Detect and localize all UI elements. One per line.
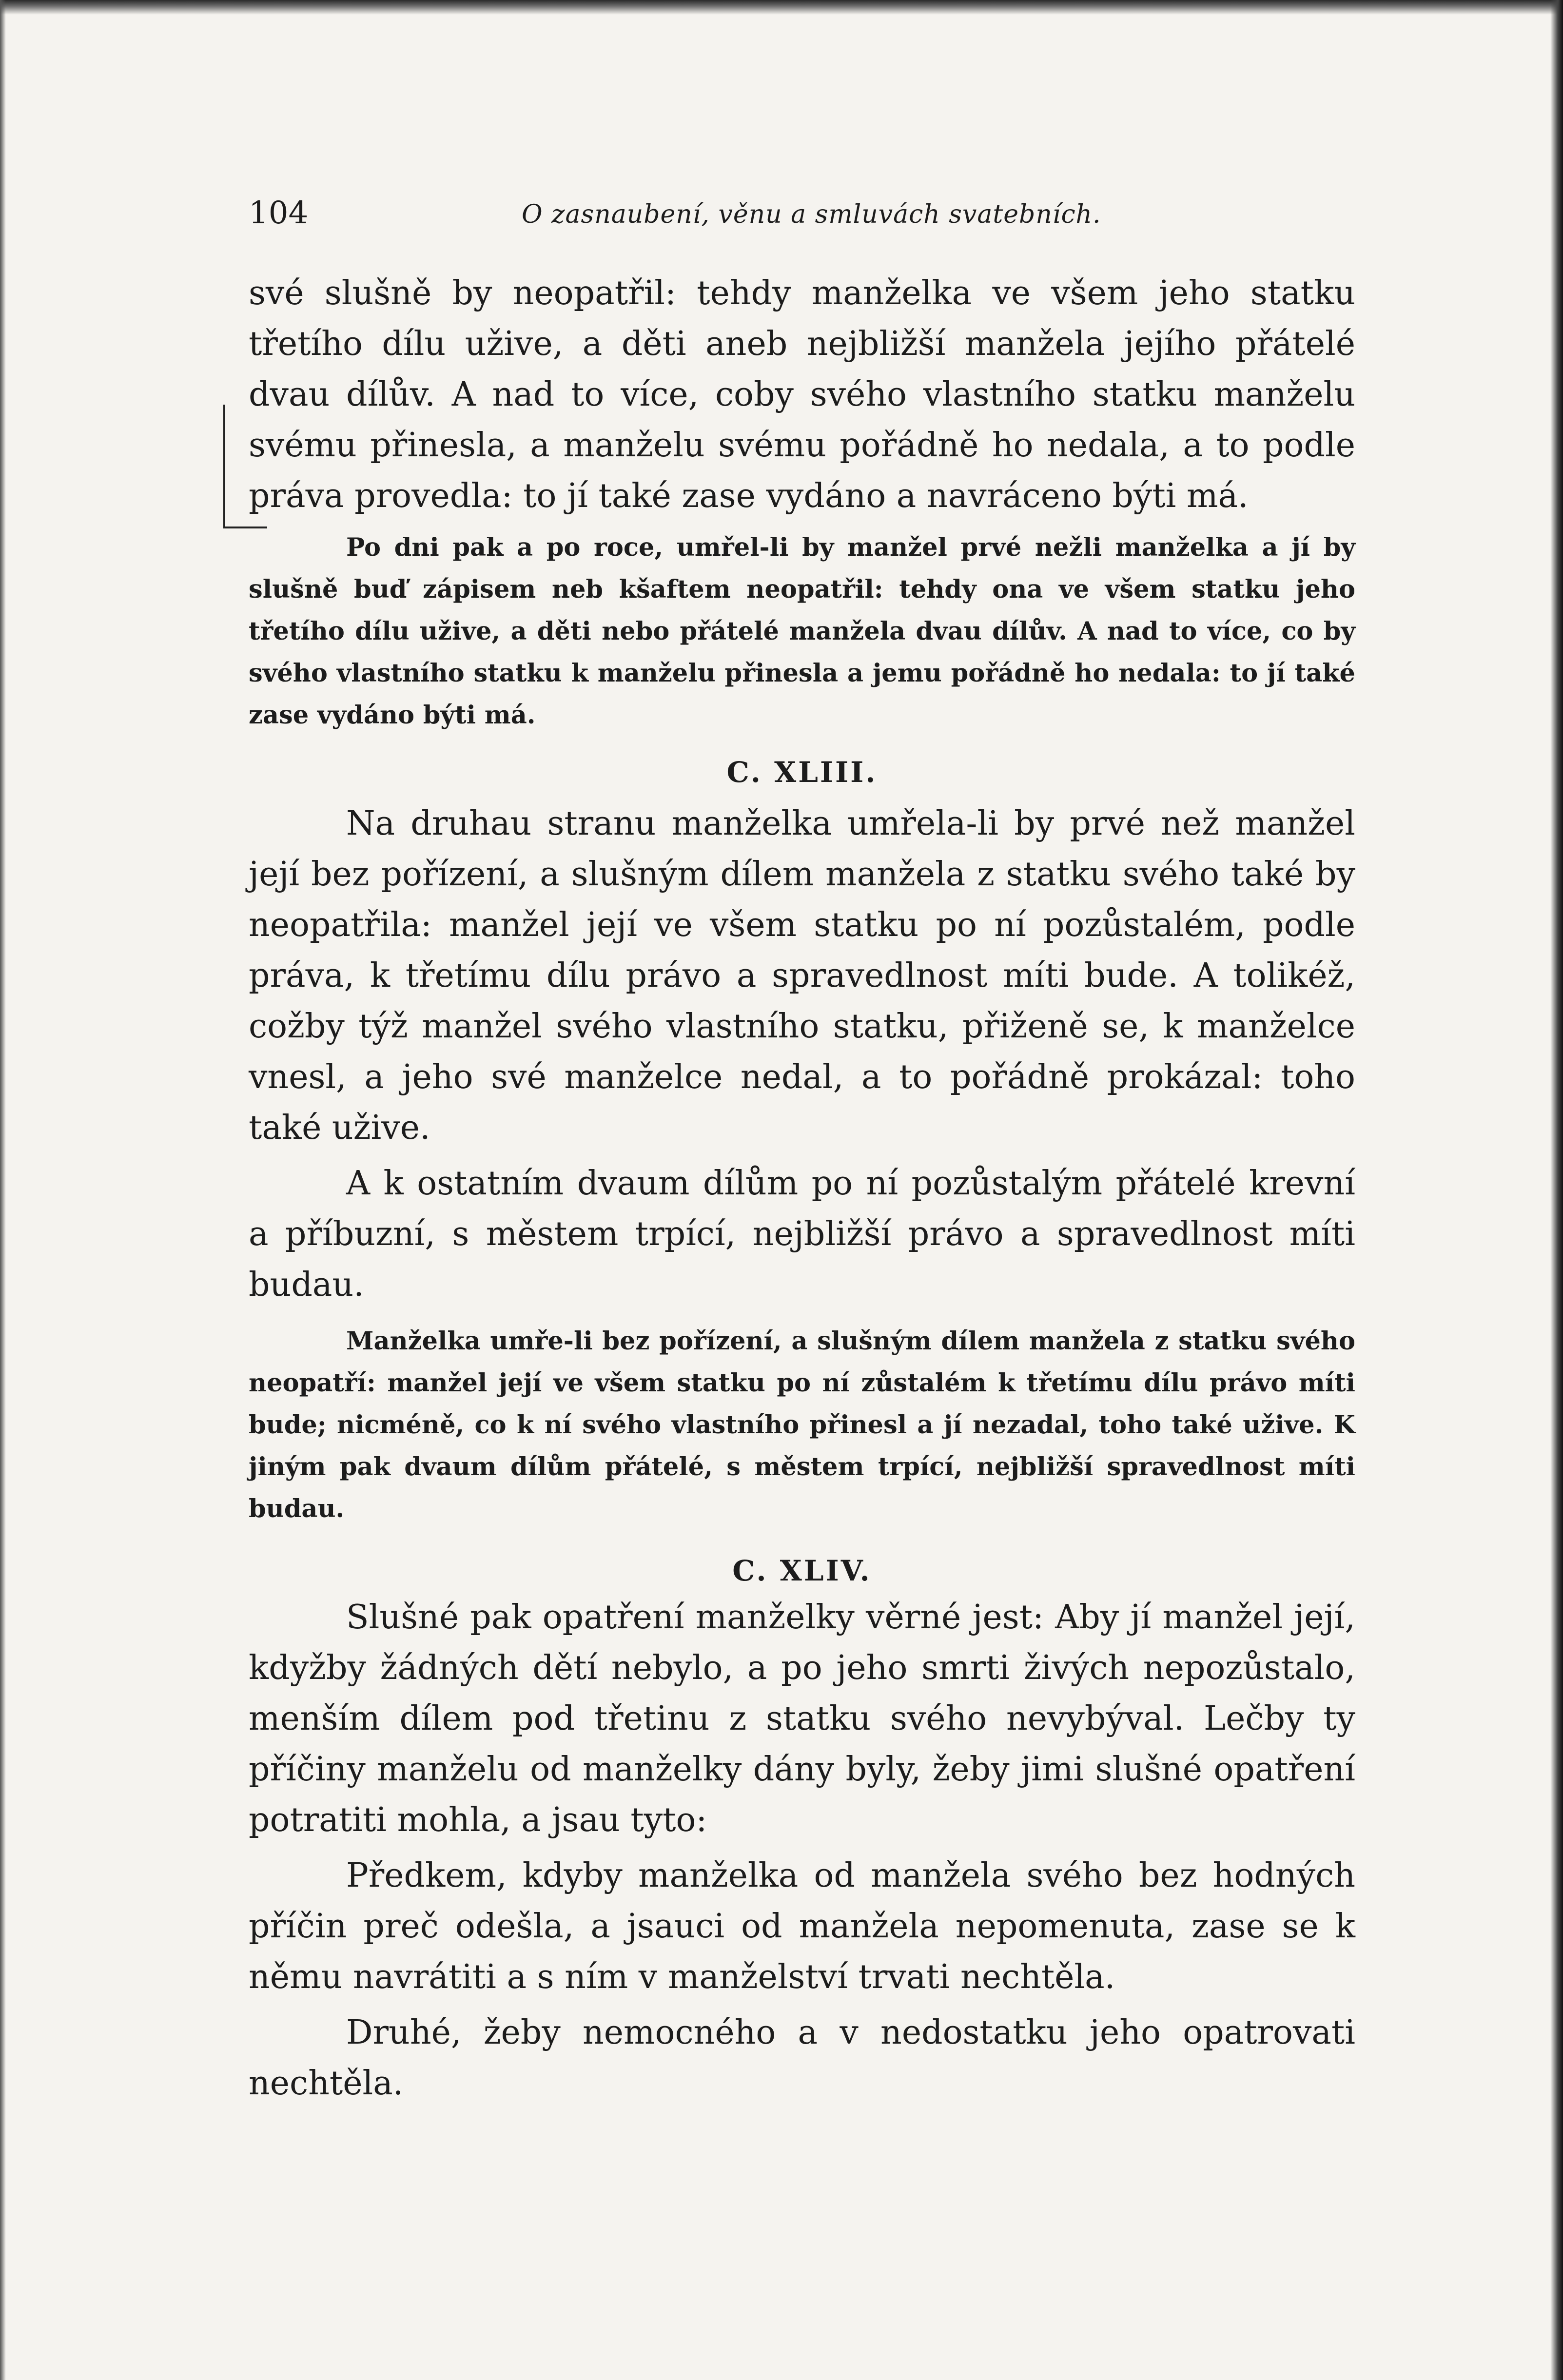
page-number: 104 [249,195,309,231]
paragraph: Druhé, žeby nemocného a v nedostatku jeho opatrovati nechtěla. [249,2013,1355,2103]
page-edge-shadow-right [1550,0,1563,2380]
paragraph: Na druhau stranu manželka umřela-li by prvé než manžel její bez pořízení, a slušným dílem manžela z statku svého také by neopatřila: manžel její ve všem statku po ní pozůstalém, podle práva, k třetímu dílu právo a spravedlnost míti bude. A tolikéž, cožby týž manžel svého vlastního statku, přiženě se, k manželce vnesl, a jeho své manželce nedal, a to pořádně prokázal: toho také uživе. [249,804,1355,1147]
paragraph: Předkem, kdyby manželka od manžela svého bez hodných příčin preč odešla, a jsauci od manžela nepomenuta, zase se k němu navrátiti a s ním v manželství trvati nechtěla. [249,1856,1355,1996]
page-edge-shadow-left [0,0,6,2380]
note-paragraph: Po dni pak a po roce, umřel-li by manžel prvé nežli manželka a jí by slušně buď zápisem neb kšaftem neopatřil: tehdy ona ve všem statku jeho třetího dílu uživе, a děti nebo přátelé manžela dvau dílův. A nad to více, co by svého vlastního statku k manželu přinesla a jemu pořádně ho nedala: to jí také zase vydáno býti má. [249,533,1355,730]
page-header [249,180,1355,239]
page-edge-shadow-top [0,0,1563,15]
margin-bracket-mark [223,405,225,527]
paragraph: A k ostatním dvaum dílům po ní pozůstalým přátelé krevní a příbuzní, s městem trpící, nejbližší právo a spravedlnost míti budau. [249,1164,1355,1304]
paragraph-continuation: své slušně by neopatřil: tehdy manželka ve všem jeho statku třetího dílu uživе, a děti aneb nejbližší manžela jejího přátelé dvau dílův. A nad to více, coby svého vlastního statku manželu svému přinesla, a manželu svému pořádně ho nedala, a to podle práva provedla: to jí také zase vydáno a navráceno býti má. [249,274,1355,515]
section-heading: C. XLIII. [726,756,878,789]
page-content [249,180,1355,2109]
paragraph: Slušné pak opatření manželky věrné jest: Aby jí manžel její, kdyžby žádných dětí nebylo, a po jeho smrti živých nepozůstalo, menším dílem pod třetinu z statku svého nevybýval. Lečby ty příčiny manželu od manželky dány byly, žeby jimi slušné opatření potratiti mohla, a jsau tyto: [249,1598,1355,1839]
section-heading: C. XLIV. [732,1554,872,1587]
running-title: O zasnaubení, věnu a smluvách svatebních. [522,200,1101,229]
note-paragraph: Manželka umře-li bez pořízení, a slušným dílem manžela z statku svého neopatří: manžel její ve všem statku po ní zůstalém k třetímu dílu právo míti bude; nicméně, co k ní svého vlastního přinesl a jí nezadal, toho také uživе. K jiným pak dvaum dílům přátelé, s městem trpící, nejbližší spravedlnost míti budau. [249,1327,1355,1523]
